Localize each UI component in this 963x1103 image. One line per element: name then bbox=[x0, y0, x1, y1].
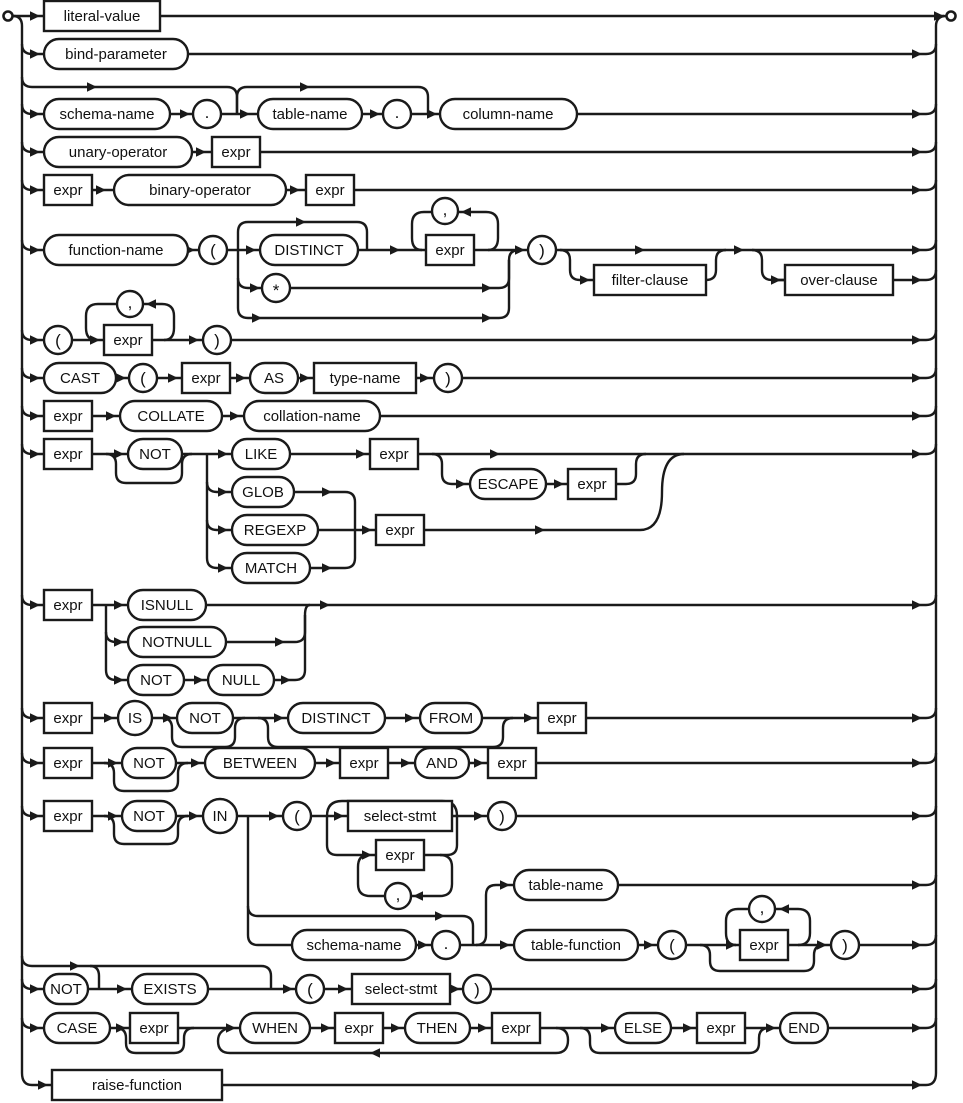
svg-text:collation-name: collation-name bbox=[263, 408, 361, 425]
terminal-rparen-r15 bbox=[463, 975, 491, 1003]
nonterminal-expr-r11 bbox=[44, 590, 92, 620]
terminal-isnull bbox=[128, 590, 206, 620]
terminal-exists bbox=[132, 974, 208, 1004]
terminal-lparen-r15 bbox=[296, 975, 324, 1003]
svg-text:(: ( bbox=[294, 807, 300, 826]
svg-text:unary-operator: unary-operator bbox=[68, 144, 168, 161]
svg-text:WHEN: WHEN bbox=[252, 1020, 298, 1037]
terminal-between bbox=[205, 748, 315, 778]
terminal-else bbox=[615, 1013, 671, 1043]
svg-text:,: , bbox=[442, 200, 448, 219]
terminal-not-r13 bbox=[122, 748, 176, 778]
svg-text:expr: expr bbox=[349, 755, 379, 772]
svg-text:expr: expr bbox=[53, 755, 83, 772]
terminal-rparen-r14 bbox=[488, 802, 516, 830]
terminal-binary-operator bbox=[114, 175, 286, 205]
terminal-escape bbox=[470, 469, 546, 499]
terminal-as bbox=[250, 363, 298, 393]
terminal-collate bbox=[120, 401, 222, 431]
nonterminal-expr-r16c bbox=[492, 1013, 540, 1043]
svg-text:NULL: NULL bbox=[221, 672, 261, 689]
svg-text:expr: expr bbox=[191, 370, 221, 387]
svg-text:DISTINCT: DISTINCT bbox=[274, 242, 344, 259]
terminal-lparen-r6 bbox=[199, 236, 227, 264]
svg-text:NOT: NOT bbox=[50, 981, 82, 998]
svg-text:bind-parameter: bind-parameter bbox=[65, 46, 167, 63]
svg-text:column-name: column-name bbox=[462, 106, 554, 123]
svg-text:END: END bbox=[788, 1020, 820, 1037]
nonterminal-literal-value bbox=[44, 1, 160, 31]
terminal-rparen-r8 bbox=[434, 364, 462, 392]
svg-text:BETWEEN: BETWEEN bbox=[222, 755, 298, 772]
svg-text:type-name: type-name bbox=[329, 370, 401, 387]
svg-text:expr: expr bbox=[497, 755, 527, 772]
terminal-bind-parameter bbox=[44, 39, 188, 69]
svg-text:expr: expr bbox=[113, 332, 143, 349]
nonterminal-select-stmt-r15 bbox=[352, 974, 450, 1004]
svg-text:expr: expr bbox=[53, 710, 83, 727]
svg-text:.: . bbox=[204, 103, 210, 122]
terminal-distinct-r6 bbox=[260, 235, 358, 265]
terminal-schema-name-r14 bbox=[292, 930, 416, 960]
nonterminal-expr-r7 bbox=[104, 325, 152, 355]
svg-text:(: ( bbox=[669, 936, 675, 955]
terminal-rparen-r14tf bbox=[831, 931, 859, 959]
terminal-regexp bbox=[232, 515, 318, 545]
terminal-not-r10 bbox=[128, 439, 182, 469]
nonterminal-over-clause bbox=[785, 265, 893, 295]
terminal-null bbox=[208, 665, 274, 695]
terminal-table-function bbox=[514, 930, 638, 960]
terminal-rparen-r6 bbox=[528, 236, 556, 264]
terminal-unary-operator bbox=[44, 137, 192, 167]
svg-text:expr: expr bbox=[344, 1020, 374, 1037]
svg-text:literal-value: literal-value bbox=[63, 8, 141, 25]
terminal-collation-name bbox=[244, 401, 380, 431]
svg-text:table-name: table-name bbox=[272, 106, 348, 123]
svg-text:expr: expr bbox=[435, 242, 465, 259]
svg-text:raise-function: raise-function bbox=[91, 1077, 183, 1094]
terminal-and bbox=[415, 748, 469, 778]
nonterminal-expr-r16a bbox=[130, 1013, 178, 1043]
terminal-column-name bbox=[440, 99, 577, 129]
svg-text:): ) bbox=[539, 241, 545, 260]
terminal-comma-r14tf bbox=[749, 896, 775, 922]
svg-text:.: . bbox=[394, 103, 400, 122]
svg-text:expr: expr bbox=[379, 446, 409, 463]
svg-text:function-name: function-name bbox=[68, 242, 164, 259]
svg-text:expr: expr bbox=[53, 808, 83, 825]
nonterminal-expr-r5a bbox=[44, 175, 92, 205]
terminal-comma-r6 bbox=[432, 198, 458, 224]
svg-text:NOT: NOT bbox=[139, 446, 171, 463]
terminal-dot-2 bbox=[383, 100, 411, 128]
svg-text:expr: expr bbox=[706, 1020, 736, 1037]
svg-text:table-name: table-name bbox=[528, 877, 604, 894]
terminal-table-name bbox=[258, 99, 362, 129]
nonterminal-raise-function bbox=[52, 1070, 222, 1100]
svg-text:expr: expr bbox=[315, 182, 345, 199]
svg-text:table-function: table-function bbox=[530, 937, 622, 954]
svg-text:NOT: NOT bbox=[133, 808, 165, 825]
svg-text:): ) bbox=[474, 980, 480, 999]
svg-text:AS: AS bbox=[263, 370, 285, 387]
nonterminal-expr-r10a bbox=[44, 439, 92, 469]
svg-text:IS: IS bbox=[127, 710, 143, 727]
svg-text:): ) bbox=[445, 369, 451, 388]
svg-text:schema-name: schema-name bbox=[306, 937, 402, 954]
terminal-dot-1 bbox=[193, 100, 221, 128]
terminal-end bbox=[780, 1013, 828, 1043]
nonterminal-type-name bbox=[314, 363, 416, 393]
terminal-function-name bbox=[44, 235, 188, 265]
svg-text:CAST: CAST bbox=[59, 370, 101, 387]
nonterminal-expr-r8 bbox=[182, 363, 230, 393]
terminal-lparen-r7 bbox=[44, 326, 72, 354]
nonterminal-expr-r9 bbox=[44, 401, 92, 431]
terminal-not-r11 bbox=[128, 665, 184, 695]
svg-text:binary-operator: binary-operator bbox=[149, 182, 251, 199]
svg-text:FROM: FROM bbox=[428, 710, 474, 727]
nonterminal-filter-clause bbox=[594, 265, 706, 295]
svg-text:schema-name: schema-name bbox=[59, 106, 155, 123]
svg-text:NOTNULL: NOTNULL bbox=[141, 634, 213, 651]
svg-text:select-stmt: select-stmt bbox=[363, 808, 437, 825]
terminal-dot-3 bbox=[432, 931, 460, 959]
nonterminal-expr-r10d bbox=[376, 515, 424, 545]
nonterminal-expr-r14tf bbox=[740, 930, 788, 960]
terminal-case bbox=[44, 1013, 110, 1043]
terminal-lparen-r8 bbox=[129, 364, 157, 392]
svg-text:*: * bbox=[272, 281, 280, 300]
nonterminal-expr-r13c bbox=[488, 748, 536, 778]
svg-text:AND: AND bbox=[426, 755, 458, 772]
nonterminal-expr-r14a bbox=[44, 801, 92, 831]
svg-text:NOT: NOT bbox=[189, 710, 221, 727]
svg-text:NOT: NOT bbox=[140, 672, 172, 689]
svg-text:,: , bbox=[127, 293, 133, 312]
terminal-star bbox=[262, 274, 290, 302]
terminal-glob bbox=[232, 477, 294, 507]
svg-text:DISTINCT: DISTINCT bbox=[301, 710, 371, 727]
svg-text:expr: expr bbox=[749, 937, 779, 954]
svg-text:NOT: NOT bbox=[133, 755, 165, 772]
terminal-not-r15 bbox=[44, 974, 88, 1004]
terminal-like bbox=[232, 439, 290, 469]
svg-text:expr: expr bbox=[385, 522, 415, 539]
svg-text:.: . bbox=[443, 934, 449, 953]
svg-text:select-stmt: select-stmt bbox=[364, 981, 438, 998]
nonterminal-select-stmt-r14 bbox=[348, 801, 452, 831]
svg-text:expr: expr bbox=[53, 597, 83, 614]
svg-text:REGEXP: REGEXP bbox=[243, 522, 307, 539]
nonterminal-expr-r6 bbox=[426, 235, 474, 265]
svg-text:expr: expr bbox=[501, 1020, 531, 1037]
terminal-lparen-r14 bbox=[283, 802, 311, 830]
svg-text:EXISTS: EXISTS bbox=[143, 981, 197, 998]
svg-text:GLOB: GLOB bbox=[242, 484, 284, 501]
terminal-from bbox=[420, 703, 482, 733]
svg-text:COLLATE: COLLATE bbox=[137, 408, 205, 425]
terminal-cast bbox=[44, 363, 116, 393]
nonterminal-expr-r13a bbox=[44, 748, 92, 778]
svg-text:): ) bbox=[214, 331, 220, 350]
svg-text:LIKE: LIKE bbox=[244, 446, 278, 463]
nonterminal-expr-r14b bbox=[376, 840, 424, 870]
svg-text:MATCH: MATCH bbox=[244, 560, 298, 577]
svg-text:): ) bbox=[842, 936, 848, 955]
terminal-is bbox=[118, 701, 152, 735]
svg-text:(: ( bbox=[210, 241, 216, 260]
svg-text:ISNULL: ISNULL bbox=[140, 597, 194, 614]
end-bullet bbox=[947, 12, 956, 21]
terminal-lparen-r14tf bbox=[658, 931, 686, 959]
svg-text:expr: expr bbox=[547, 710, 577, 727]
svg-text:ESCAPE: ESCAPE bbox=[477, 476, 539, 493]
svg-text:expr: expr bbox=[385, 847, 415, 864]
terminal-table-name-r14 bbox=[514, 870, 618, 900]
nodes bbox=[44, 1, 893, 1100]
svg-text:expr: expr bbox=[53, 182, 83, 199]
nonterminal-expr-r16b bbox=[335, 1013, 383, 1043]
terminal-notnull bbox=[128, 627, 226, 657]
start-bullet bbox=[4, 12, 13, 21]
svg-text:ELSE: ELSE bbox=[623, 1020, 663, 1037]
loop-left-arrowheads bbox=[146, 207, 789, 1058]
svg-text:THEN: THEN bbox=[416, 1020, 458, 1037]
terminal-not-r14 bbox=[122, 801, 176, 831]
svg-text:(: ( bbox=[55, 331, 61, 350]
svg-text:expr: expr bbox=[53, 408, 83, 425]
svg-text:(: ( bbox=[140, 369, 146, 388]
terminal-comma-r7 bbox=[117, 291, 143, 317]
svg-text:expr: expr bbox=[221, 144, 251, 161]
svg-text:expr: expr bbox=[53, 446, 83, 463]
terminal-rparen-r7 bbox=[203, 326, 231, 354]
nonterminal-expr-r13b bbox=[340, 748, 388, 778]
nonterminal-expr-r12b bbox=[538, 703, 586, 733]
svg-text:(: ( bbox=[307, 980, 313, 999]
svg-text:over-clause: over-clause bbox=[800, 272, 878, 289]
svg-text:,: , bbox=[395, 885, 401, 904]
nonterminal-expr-r5b bbox=[306, 175, 354, 205]
svg-text:CASE: CASE bbox=[56, 1020, 98, 1037]
svg-text:): ) bbox=[499, 807, 505, 826]
terminal-not-r12 bbox=[177, 703, 233, 733]
terminal-distinct-r12 bbox=[288, 703, 385, 733]
terminal-match bbox=[232, 553, 310, 583]
svg-text:,: , bbox=[759, 898, 765, 917]
terminal-schema-name bbox=[44, 99, 170, 129]
svg-text:filter-clause: filter-clause bbox=[611, 272, 689, 289]
nonterminal-expr-r12a bbox=[44, 703, 92, 733]
terminal-in bbox=[203, 799, 237, 833]
terminal-when bbox=[240, 1013, 310, 1043]
nonterminal-expr-r10b bbox=[370, 439, 418, 469]
nonterminal-expr-r10c bbox=[568, 469, 616, 499]
nonterminal-expr-r4 bbox=[212, 137, 260, 167]
svg-text:expr: expr bbox=[139, 1020, 169, 1037]
nonterminal-expr-r16d bbox=[697, 1013, 745, 1043]
terminal-comma-r14b bbox=[385, 883, 411, 909]
svg-text:IN: IN bbox=[212, 808, 228, 825]
svg-text:expr: expr bbox=[577, 476, 607, 493]
terminal-then bbox=[405, 1013, 470, 1043]
